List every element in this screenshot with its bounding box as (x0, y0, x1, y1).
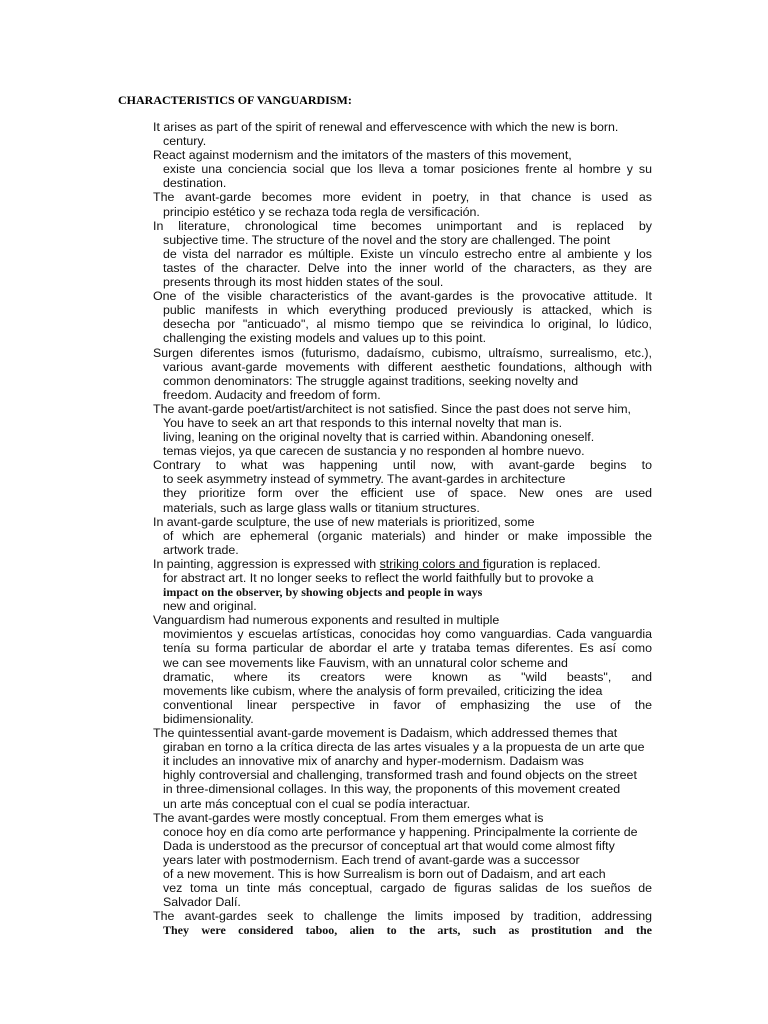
line-text: century. (163, 134, 207, 149)
list-item (140, 557, 652, 613)
line-text: The quintessential avant-garde movement is Dadaism, which addressed themes that (153, 726, 618, 741)
line-text: Vanguardism had numerous exponents and resulted in multiple (153, 613, 500, 628)
list-item-line (140, 430, 652, 444)
list-item (140, 402, 652, 458)
line-text: un arte más conceptual con el cual se podía interactuar. (163, 796, 471, 811)
list-item-first-line (140, 289, 652, 303)
list-item-line (140, 670, 652, 684)
list-item-line (140, 416, 652, 430)
line-text: highly controversial and challenging, transformed trash and found objects on the street (163, 768, 637, 783)
list-item-line (140, 627, 652, 641)
line-text: to seek asymmetry instead of symmetry. The avant-gardes in architecture (163, 472, 566, 487)
line-text: of which are ephemeral (organic materials) and hinder or make impossible the (163, 528, 652, 543)
line-text: In painting, aggression is expressed with (153, 556, 380, 571)
line-text: various avant-garde movements with different aesthetic foundations, although with (163, 359, 652, 374)
list-item-line (140, 895, 652, 909)
line-text: movements like cubism, where the analysis of form prevailed, criticizing the idea (163, 683, 603, 698)
list-item-line (140, 134, 652, 148)
list-item-first-line (140, 458, 652, 472)
line-text: conoce hoy en día como arte performance y happening. Principalmente la corriente de (163, 824, 638, 839)
list-item-line (140, 501, 652, 515)
list-item-first-line (140, 148, 652, 162)
list-item (140, 613, 652, 726)
list-item-line (140, 233, 652, 247)
line-text: artwork trade. (163, 542, 239, 557)
line-text: impact on the observer, by showing objects and people in ways (163, 585, 483, 600)
line-text: You have to seek an art that responds to this internal novelty that man is. (163, 415, 563, 430)
list-item-line (140, 782, 652, 796)
list-item (140, 120, 652, 148)
list-item-line (140, 444, 652, 458)
underlined-text: striking colors and f (379, 556, 487, 571)
line-text: challenging the existing models and values up to this point. (163, 331, 487, 346)
list-item (140, 346, 652, 402)
line-text: bidimensionality. (163, 711, 254, 726)
line-text: The avant-gardes seek to challenge the limits imposed by tradition, addressing (153, 909, 652, 924)
line-text: public manifests in which everything produced previously is attacked, which is (163, 303, 652, 318)
list-item-first-line (140, 613, 652, 627)
line-text: tenía su forma particular de abordar el arte y trataba temas diferentes. Es así como (163, 641, 652, 656)
line-text: of a new movement. This is how Surrealism is born out of Dadaism, and art each (163, 866, 606, 881)
list-item-line (140, 472, 652, 486)
line-text: vez toma un tinte más conceptual, cargado de figuras salidas de los sueños de (163, 881, 652, 896)
list-item-line (140, 331, 652, 345)
list-item-first-line (140, 219, 652, 233)
list-item-line (140, 317, 652, 331)
list-item (140, 811, 652, 910)
list-item (140, 909, 652, 937)
list-item-first-line (140, 120, 652, 134)
line-text: The avant-garde poet/artist/architect is not satisfied. Since the past does not serve him, (153, 401, 631, 416)
line-text: The avant-gardes were mostly conceptual. From them emerges what is (153, 810, 544, 825)
list-item-line (140, 698, 652, 712)
list-item-line (140, 543, 652, 557)
list-item-line (140, 839, 652, 853)
line-text: In literature, chronological time becomes unimportant and is replaced by (153, 218, 652, 233)
list-item (140, 515, 652, 557)
list-item-first-line (140, 909, 652, 923)
line-text: materials, such as large glass walls or titanium structures. (163, 500, 480, 515)
list-item-line (140, 585, 652, 599)
line-text: common denominators: The struggle against traditions, seeking novelty and (163, 373, 579, 388)
line-text: It arises as part of the spirit of renewal and effervescence with which the new is born. (153, 120, 619, 134)
list-item-line (140, 599, 652, 613)
list-item-line (140, 867, 652, 881)
document-title: CHARACTERISTICS OF VANGUARDISM: (118, 93, 352, 107)
list-item-line (140, 571, 652, 585)
line-text: destination. (163, 176, 227, 191)
line-text: giraban en torno a la crítica directa de las artes visuales y a la propuesta de un arte que (163, 740, 645, 755)
list-item-line (140, 825, 652, 839)
list-item (140, 148, 652, 190)
line-text: iguration is replaced. (486, 556, 601, 571)
line-text: React against modernism and the imitators of the masters of this movement, (153, 148, 572, 163)
list-item-line (140, 303, 652, 317)
list-item-line (140, 656, 652, 670)
line-text: The avant-garde becomes more evident in poetry, in that chance is used as (153, 190, 652, 205)
line-text: for abstract art. It no longer seeks to reflect the world faithfully but to provoke a (163, 571, 594, 585)
list-item-line (140, 176, 652, 190)
line-text: temas viejos, ya que carecen de sustancia y no responden al hombre nuevo. (163, 444, 585, 459)
list-item-first-line (140, 726, 652, 740)
list-item (140, 726, 652, 811)
line-text: tastes of the character. Delve into the inner world of the characters, as they are (163, 260, 652, 275)
list-item-line (140, 261, 652, 275)
line-text: One of the visible characteristics of the avant-gardes is the provocative attitude. It (153, 289, 652, 304)
line-text: years later with postmodernism. Each trend of avant-garde was a successor (163, 852, 580, 867)
list-item-line (140, 388, 652, 402)
list-item-first-line (140, 557, 652, 571)
line-text: Contrary to what was happening until now, with avant-garde begins to (153, 458, 652, 473)
list-item-line (140, 486, 652, 500)
line-text: movimientos y escuelas artísticas, conocidas hoy como vanguardias. Cada vanguardia (163, 627, 652, 642)
line-text: desecha por "anticuado", al mismo tiempo que se reivindica lo original, lo lúdico, (163, 317, 652, 332)
list-item-line (140, 641, 652, 655)
list-item-first-line (140, 190, 652, 204)
list-item-line (140, 162, 652, 176)
list-item-line (140, 923, 652, 937)
list-item-first-line (140, 515, 652, 529)
list-item-first-line (140, 402, 652, 416)
list-item-line (140, 740, 652, 754)
line-text: it includes an innovative mix of anarchy and hyper-modernism. Dadaism was (163, 754, 584, 769)
line-text: They were considered taboo, alien to the arts, such as prostitution and the (163, 923, 652, 938)
list-item-line (140, 684, 652, 698)
list-item-line (140, 374, 652, 388)
line-text: In avant-garde sculpture, the use of new materials is prioritized, some (153, 514, 535, 529)
list-item-line (140, 712, 652, 726)
line-text: Dada is understood as the precursor of conceptual art that would come almost fifty (163, 838, 615, 853)
list-item-line (140, 205, 652, 219)
line-text: they prioritize form over the efficient use of space. New ones are used (163, 486, 652, 501)
line-text: we can see movements like Fauvism, with an unnatural color scheme and (163, 655, 568, 670)
line-text: in three-dimensional collages. In this way, the proponents of this movement created (163, 782, 621, 797)
line-text: Salvador Dalí. (163, 895, 241, 910)
list-item (140, 219, 652, 289)
line-text: conventional linear perspective in favor of emphasizing the use of the (163, 697, 652, 712)
line-text: living, leaning on the original novelty that is carried within. Abandoning oneself. (163, 430, 595, 445)
list-item-line (140, 797, 652, 811)
list-item-line (140, 754, 652, 768)
line-text: existe una conciencia social que los lleva a tomar posiciones frente al hombre y su (163, 162, 652, 177)
list-item-line (140, 360, 652, 374)
list-item-first-line (140, 346, 652, 360)
list-item-line (140, 768, 652, 782)
line-text: principio estético y se rechaza toda regla de versificación. (163, 204, 480, 219)
document-body (140, 120, 652, 937)
list-item-line (140, 853, 652, 867)
list-item-line (140, 881, 652, 895)
list-item (140, 190, 652, 218)
list-item (140, 289, 652, 345)
line-text: presents through its most hidden states of the soul. (163, 275, 444, 290)
line-text: subjective time. The structure of the novel and the story are challenged. The point (163, 232, 611, 247)
list-item-line (140, 529, 652, 543)
line-text: dramatic, where its creators were known as "wild beasts", and (163, 669, 652, 684)
line-text: Surgen diferentes ismos (futurismo, dadaísmo, cubismo, ultraísmo, surrealismo, etc.), (153, 345, 652, 360)
list-item-first-line (140, 811, 652, 825)
list-item-line (140, 247, 652, 261)
line-text: freedom. Audacity and freedom of form. (163, 387, 381, 402)
list-item-line (140, 275, 652, 289)
list-item (140, 458, 652, 514)
line-text: new and original. (163, 599, 257, 614)
line-text: de vista del narrador es múltiple. Existe un vínculo estrecho entre al ambiente y los (163, 246, 652, 261)
